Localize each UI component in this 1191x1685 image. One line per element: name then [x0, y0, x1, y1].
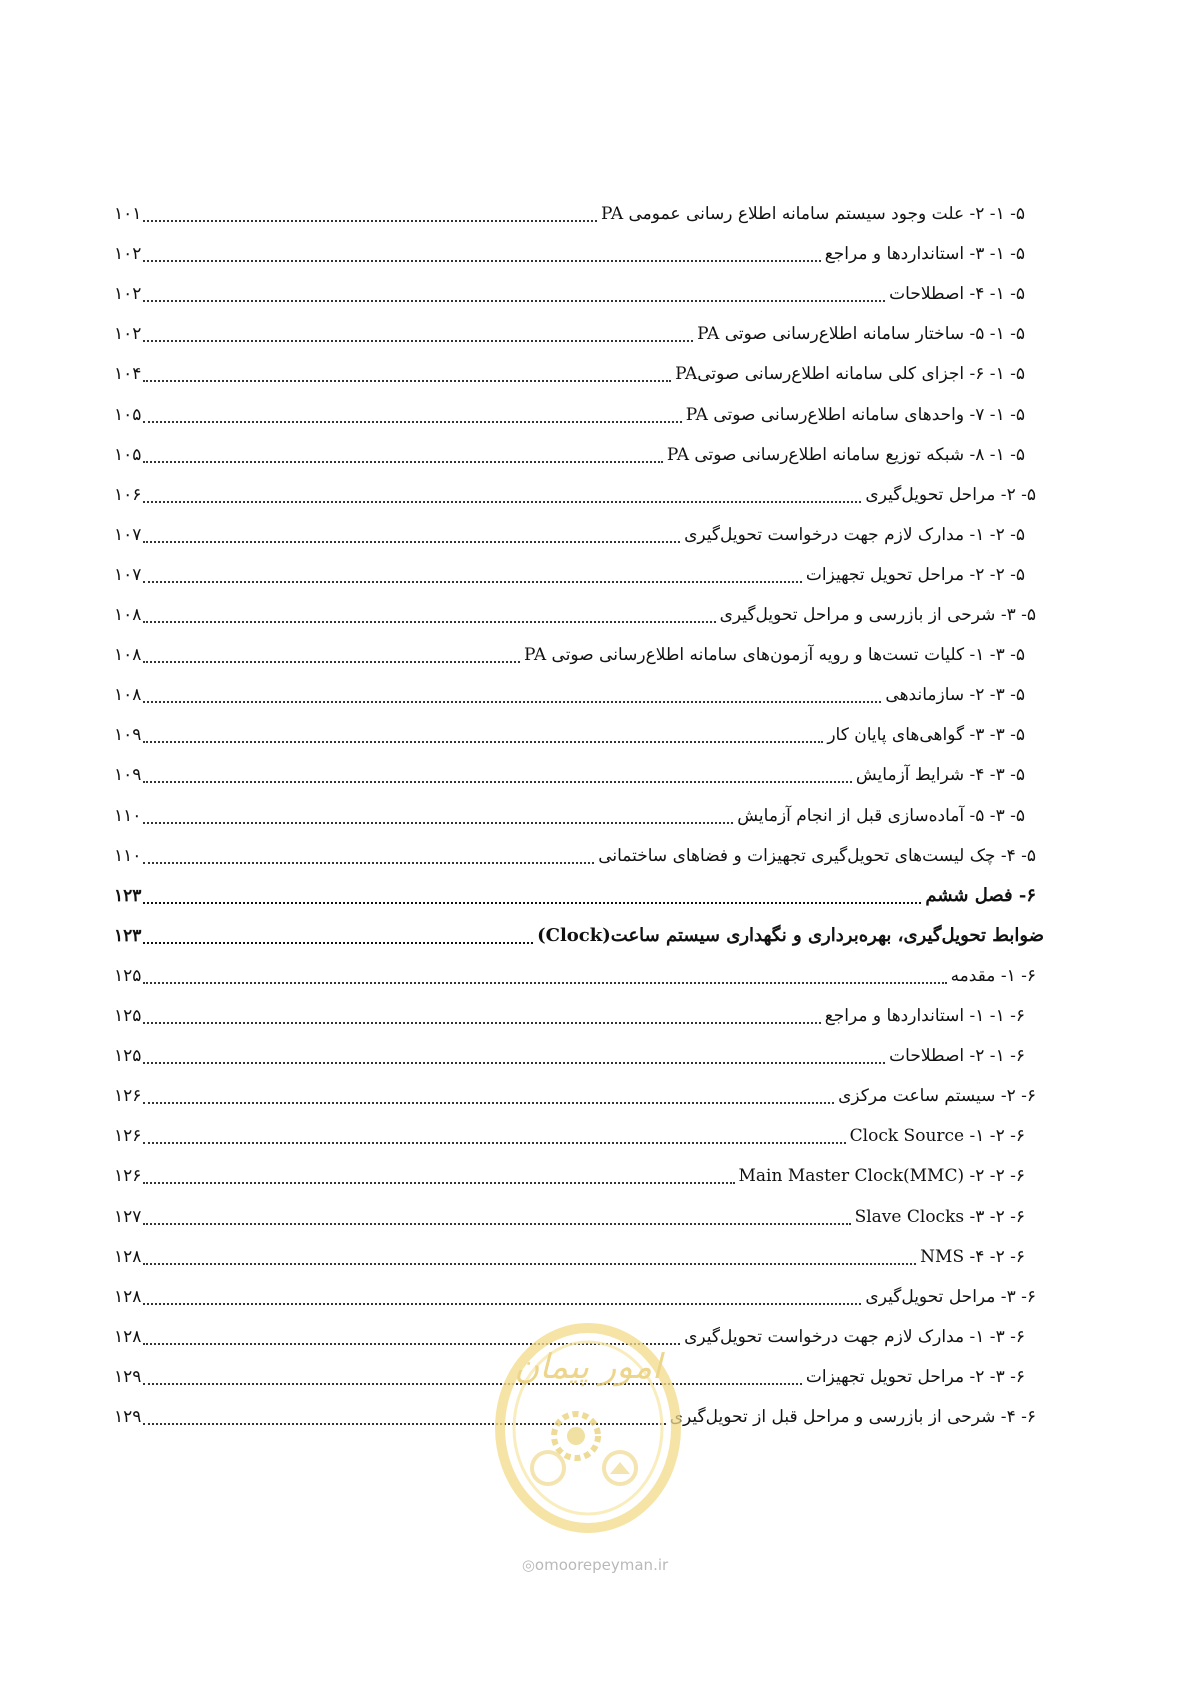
toc-entry-title: ۵- ۴- چک لیست‌های تحویل‌گیری تجهیزات و فضاهای ساختمانی [598, 846, 1036, 866]
toc-entry-title: ۵- ۱- ۸- شبکه توزیع سامانه اطلاع‌رسانی صوتی PA [666, 445, 1025, 465]
toc-entry[interactable] [114, 319, 1025, 349]
toc-entry-title: ۶- ۳- ۲- مراحل تحویل تجهیزات [805, 1367, 1025, 1387]
toc-entry-title: ۶- ۲- ۲- Main Master Clock(MMC) [738, 1166, 1025, 1186]
toc-leader-dots [143, 1102, 834, 1104]
toc-entry-title: ۵- ۱- ۷- واحدهای سامانه اطلاع‌رسانی صوتی PA [685, 405, 1025, 425]
toc-entry-page-number: ۱۰۲ [114, 244, 142, 264]
toc-entry-title: ۵- ۲- مراحل تحویل‌گیری [865, 485, 1036, 505]
watermark-logo [488, 1318, 688, 1538]
toc-entry-page-number: ۱۲۶ [114, 1126, 142, 1146]
toc-entry[interactable] [114, 520, 1025, 550]
toc-entry-page-number: ۱۲۷ [114, 1207, 142, 1227]
toc-entry-title: ۶- ۳- ۱- مدارک لازم جهت درخواست تحویل‌گیری [684, 1327, 1025, 1347]
toc-entry-page-number: ۱۰۲ [114, 284, 142, 304]
toc-entry-title: ۵- ۳- ۱- کلیات تست‌ها و رویه آزمون‌های سامانه اطلاع‌رسانی صوتی PA [523, 645, 1025, 665]
toc-entry-title: ۵- ۱- ۲- علت وجود سیستم سامانه اطلاع رسانی عمومی PA [600, 204, 1025, 224]
toc-entry[interactable] [114, 801, 1025, 831]
toc-entry-page-number: ۱۲۸ [114, 1327, 142, 1347]
toc-entry-page-number: ۱۰۷ [114, 565, 142, 585]
toc-entry[interactable] [114, 1121, 1025, 1151]
toc-leader-dots [143, 541, 680, 543]
toc-leader-dots [143, 862, 594, 864]
toc-leader-dots [143, 1182, 734, 1184]
toc-entry-page-number: ۱۲۹ [114, 1407, 142, 1427]
toc-entry-page-number: ۱۰۵ [114, 445, 142, 465]
toc-entry[interactable] [114, 1041, 1025, 1071]
toc-entry[interactable] [114, 1001, 1025, 1031]
toc-entry[interactable] [114, 239, 1025, 269]
toc-entry[interactable] [114, 961, 1036, 991]
toc-entry-title: ۶- فصل ششم [925, 885, 1036, 906]
toc-leader-dots [143, 982, 946, 984]
toc-entry[interactable] [114, 680, 1025, 710]
toc-entry-page-number: ۱۲۶ [114, 1086, 142, 1106]
toc-entry-title: ۵- ۲- ۲- مراحل تحویل تجهیزات [805, 565, 1025, 585]
toc-entry-page-number: ۱۰۸ [114, 605, 142, 625]
toc-entry-page-number: ۱۰۹ [114, 765, 142, 785]
toc-entry-title: ۵- ۳- ۴- شرایط آزمایش [855, 765, 1025, 785]
toc-entry-title: ۵- ۱- ۵- ساختار سامانه اطلاع‌رسانی صوتی PA [697, 324, 1025, 344]
toc-leader-dots [143, 1223, 850, 1225]
toc-entry-page-number: ۱۱۰ [114, 806, 142, 826]
toc-leader-dots [143, 300, 885, 302]
toc-entry[interactable] [114, 921, 1044, 951]
toc-entry-title: ۶- ۲- ۱- Clock Source [849, 1126, 1025, 1146]
toc-entry[interactable] [114, 1242, 1025, 1272]
toc-entry-title: ۵- ۳- ۲- سازماندهی [885, 685, 1025, 705]
toc-leader-dots [143, 421, 681, 423]
toc-leader-dots [143, 1022, 820, 1024]
toc-entry[interactable] [114, 1081, 1036, 1111]
toc-leader-dots [143, 581, 801, 583]
toc-leader-dots [143, 781, 851, 783]
toc-entry[interactable] [114, 400, 1025, 430]
toc-entry-page-number: ۱۲۵ [114, 1046, 142, 1066]
toc-entry-page-number: ۱۲۳ [114, 926, 142, 946]
toc-leader-dots [143, 701, 881, 703]
toc-entry[interactable] [114, 359, 1025, 389]
toc-entry-title: ۶- ۱- ۲- اصطلاحات [889, 1046, 1025, 1066]
toc-entry-page-number: ۱۲۸ [114, 1247, 142, 1267]
toc-entry-page-number: ۱۰۴ [114, 364, 142, 384]
toc-entry[interactable] [114, 1161, 1025, 1191]
toc-entry[interactable] [114, 881, 1036, 911]
toc-entry-page-number: ۱۰۸ [114, 685, 142, 705]
toc-entry[interactable] [114, 199, 1025, 229]
toc-leader-dots [143, 741, 823, 743]
toc-leader-dots [143, 621, 715, 623]
toc-entry-title: ۵- ۲- ۱- مدارک لازم جهت درخواست تحویل‌گیری [684, 525, 1025, 545]
toc-entry-title: ۶- ۱- مقدمه [950, 966, 1036, 986]
toc-entry-page-number: ۱۲۵ [114, 966, 142, 986]
toc-entry-page-number: ۱۰۶ [114, 485, 142, 505]
toc-leader-dots [143, 902, 921, 904]
toc-entry-title: ۵- ۳- ۳- گواهی‌های پایان کار [827, 725, 1025, 745]
toc-entry-page-number: ۱۲۳ [114, 886, 142, 906]
toc-entry-title: ۶- ۴- شرحی از بازرسی و مراحل قبل از تحویل‌گیری [669, 1407, 1036, 1427]
toc-entry-page-number: ۱۰۵ [114, 405, 142, 425]
toc-leader-dots [143, 822, 733, 824]
toc-entry-page-number: ۱۱۰ [114, 846, 142, 866]
toc-entry-title: ۶- ۳- مراحل تحویل‌گیری [865, 1287, 1036, 1307]
toc-entry-title: ۶- ۲- ۳- Slave Clocks [854, 1207, 1025, 1227]
toc-leader-dots [143, 1383, 801, 1385]
toc-leader-dots [143, 340, 693, 342]
toc-entry-title: ۵- ۳- ۵- آماده‌سازی قبل از انجام آزمایش [737, 806, 1025, 826]
toc-entry-page-number: ۱۲۵ [114, 1006, 142, 1026]
toc-entry-title: ۶- ۲- سیستم ساعت مرکزی [838, 1086, 1036, 1106]
toc-entry[interactable] [114, 600, 1036, 630]
toc-entry-title: ۶- ۲- ۴- NMS [920, 1247, 1025, 1267]
toc-entry-page-number: ۱۰۸ [114, 645, 142, 665]
toc-leader-dots [143, 942, 533, 944]
toc-leader-dots [143, 461, 662, 463]
toc-leader-dots [143, 501, 861, 503]
toc-entry-title: ۵- ۱- ۳- استانداردها و مراجع [824, 244, 1025, 264]
watermark-url: ◎omoorepeyman.ir [521, 1556, 669, 1574]
toc-entry[interactable] [114, 279, 1025, 309]
toc-leader-dots [143, 1142, 845, 1144]
toc-entry-title: ۶- ۱- ۱- استانداردها و مراجع [824, 1006, 1025, 1026]
toc-entry[interactable] [114, 1282, 1036, 1312]
toc-entry[interactable] [114, 720, 1025, 750]
toc-leader-dots [143, 260, 820, 262]
toc-entry-page-number: ۱۰۲ [114, 324, 142, 344]
toc-entry[interactable] [114, 440, 1025, 470]
toc-entry-page-number: ۱۰۱ [114, 204, 142, 224]
toc-entry[interactable] [114, 1202, 1025, 1232]
toc-entry[interactable] [114, 640, 1025, 670]
toc-leader-dots [143, 1062, 885, 1064]
toc-entry-page-number: ۱۲۹ [114, 1367, 142, 1387]
toc-entry-page-number: ۱۰۷ [114, 525, 142, 545]
toc-entry-title: ضوابط تحویل‌گیری، بهره‌برداری و نگهداری سیستم ساعت(Clock) [537, 925, 1044, 946]
toc-leader-dots [143, 661, 520, 663]
watermark-logo-text: امور پیمان [514, 1347, 662, 1387]
toc-entry-title: ۵- ۱- ۴- اصطلاحات [889, 284, 1025, 304]
toc-leader-dots [143, 380, 671, 382]
toc-leader-dots [143, 220, 597, 222]
toc-entry-title: ۵- ۱- ۶- اجزای کلی سامانه اطلاع‌رسانی صوتیPA [675, 364, 1025, 384]
toc-entry[interactable] [114, 560, 1025, 590]
toc-leader-dots [143, 1303, 861, 1305]
toc-entry[interactable] [114, 841, 1036, 871]
toc-entry-page-number: ۱۲۶ [114, 1166, 142, 1186]
toc-entry[interactable] [114, 760, 1025, 790]
toc-leader-dots [143, 1263, 916, 1265]
toc-entry-page-number: ۱۰۹ [114, 725, 142, 745]
toc-entry[interactable] [114, 480, 1036, 510]
toc-entry-page-number: ۱۲۸ [114, 1287, 142, 1307]
toc-entry-title: ۵- ۳- شرحی از بازرسی و مراحل تحویل‌گیری [719, 605, 1036, 625]
